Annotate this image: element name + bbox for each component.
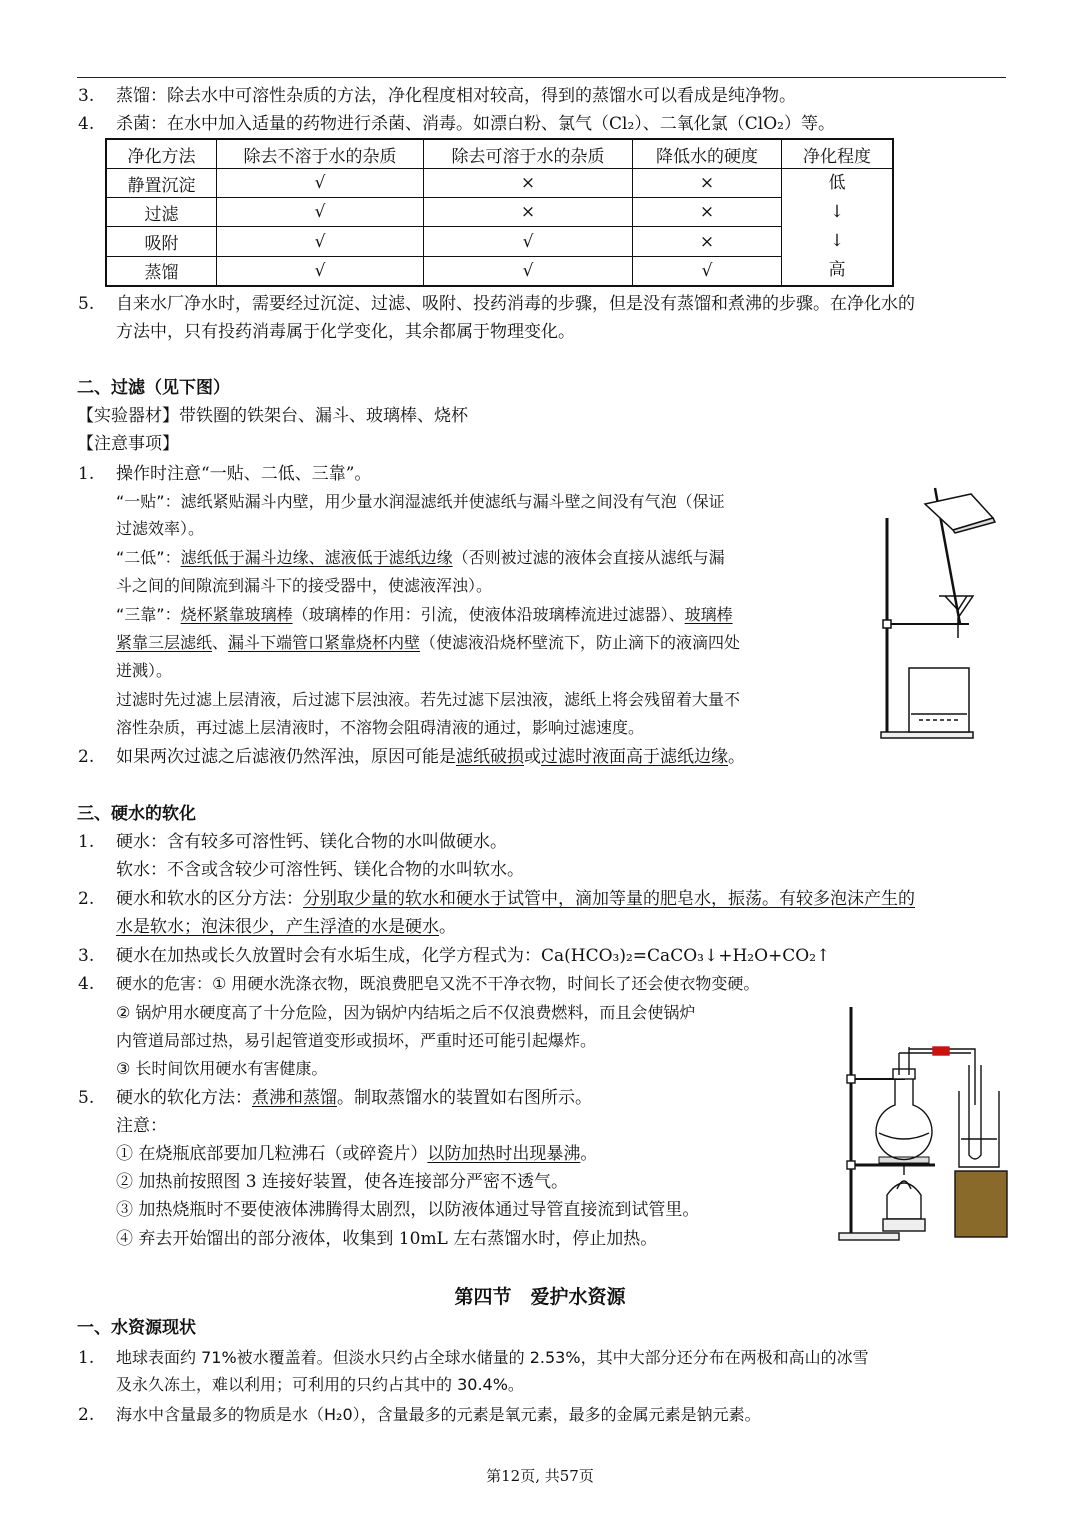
yitie-line2: 过滤效率）。: [116, 519, 205, 538]
attention-3: ③ 加热烧瓶时不要使液体沸腾得太剧烈，以防液体通过导管直接流到试管里。: [116, 1200, 700, 1220]
table-cell: 过滤: [106, 198, 217, 227]
sankao-key: 玻璃棒: [684, 605, 733, 624]
item-number: 2.: [78, 889, 95, 909]
table-row: [106, 227, 893, 256]
distinguish-label: 硬水和软水的区分方法：: [116, 889, 303, 909]
distinguish-line2: [116, 915, 456, 939]
item-number: 5.: [78, 294, 95, 314]
filter-note-2: [116, 745, 745, 769]
table-header: 净化方法: [106, 139, 217, 169]
water-status-line2: 及永久冻土，难以利用；可利用的只约占其中的 30.4%。: [116, 1375, 524, 1394]
filtration-apparatus-figure: [875, 478, 1005, 744]
sankao-text: （玻璃棒的作用：引流，使液体沿玻璃棒流进过滤器）、: [292, 605, 685, 624]
item-sterilization: 杀菌：在水中加入适量的药物进行杀菌、消毒。如漂白粉、氯气（Cl₂）、二氧化氯（ClO₂）等。: [116, 114, 835, 134]
attention-4: ④ 弃去开始馏出的部分液体，收集到 10mL 左右蒸馏水时，停止加热。: [116, 1229, 658, 1249]
sankao-label: “三靠”：: [116, 605, 181, 624]
table-row: [106, 198, 893, 227]
order-line2: 溶性杂质，再过滤上层清液时，不溶物会阻碍清液的通过，影响过滤速度。: [116, 718, 645, 737]
harm-line4: ③ 长时间饮用硬水有害健康。: [116, 1059, 328, 1078]
item-number: 2.: [78, 747, 95, 767]
item5-line1: 自来水厂净水时，需要经过沉淀、过滤、吸附、投药消毒的步骤，但是没有蒸馏和煮沸的步骤。在净化水的: [116, 294, 915, 314]
table-cell: ×: [424, 169, 633, 198]
attention-end: 。: [580, 1144, 598, 1164]
page-footer: 第12页, 共57页: [486, 1467, 594, 1485]
attention-label: 注意：: [116, 1116, 167, 1136]
distinguish-key: 水是软水；泡沫很少，产生浮渣的水是硬水: [116, 917, 439, 937]
distinguish-key: 分别取少量的软水和硬水于试管中，滴加等量的肥皂水，振荡。有较多泡沫产生的: [303, 889, 915, 909]
distillation-apparatus-figure: [835, 1005, 1010, 1243]
attention-2: ② 加热前按照图 3 连接好装置，使各连接部分严密不透气。: [116, 1172, 569, 1192]
table-header: 降低水的硬度: [633, 139, 782, 169]
item-distillation: 蒸馏：除去水中可溶性杂质的方法，净化程度相对较高，得到的蒸馏水可以看成是纯净物。: [116, 86, 796, 106]
distinguish-end: 。: [439, 917, 456, 937]
erdi-label: “二低”：: [116, 548, 181, 567]
table-header: 除去不溶于水的杂质: [217, 139, 424, 169]
harm-line2: ② 锅炉用水硬度高了十分危险，因为锅炉内结垢之后不仅浪费燃料，而且会使锅炉: [116, 1003, 696, 1022]
sankao-line3: 迸溅）。: [116, 661, 173, 680]
table-cell: √: [217, 256, 424, 286]
degree-value: ↓: [829, 202, 845, 222]
table-header: 净化程度: [782, 139, 894, 169]
sankao-text: （使滤液沿烧杯壁流下，防止滴下的液滴四处: [420, 633, 741, 652]
hardwater-def: 硬水：含有较多可溶性钙、镁化合物的水叫做硬水。: [116, 832, 507, 852]
yitie-line1: “一贴”：滤纸紧贴漏斗内壁，用少量水润湿滤纸并使滤纸与漏斗壁之间没有气泡（保证: [116, 492, 725, 511]
table-cell: √: [217, 227, 424, 256]
note2-end: 。: [728, 747, 745, 767]
item-number: 1.: [78, 832, 95, 852]
note2-text: 如果两次过滤之后滤液仍然浑浊，原因可能是: [116, 747, 456, 767]
table-cell: √: [633, 256, 782, 286]
table-cell: 蒸馏: [106, 256, 217, 286]
sankao-key: 烧杯紧靠玻璃棒: [180, 605, 293, 624]
filter-notes-label: 【注意事项】: [77, 434, 179, 454]
item-number: 3.: [78, 946, 95, 966]
water-status-line1: 地球表面约 71%被水覆盖着。但淡水只约占全球水储量的 2.53%，其中大部分还分布在两极和高山的冰雪: [116, 1348, 869, 1367]
softwater-def: 软水：不含或含较少可溶性钙、镁化合物的水叫软水。: [116, 860, 524, 880]
hardwater-heading: 三、硬水的软化: [77, 804, 196, 824]
sankao-sep: 、: [212, 633, 229, 652]
table-cell: √: [424, 227, 633, 256]
section-title: 第四节 爱护水资源: [454, 1286, 626, 1308]
note2-or: 或: [524, 747, 541, 767]
note2-key: 过滤时液面高于滤纸边缘: [541, 747, 728, 767]
item-number: 2.: [78, 1405, 95, 1425]
table-cell: √: [217, 198, 424, 227]
table-cell: ×: [633, 198, 782, 227]
softening-methods: [116, 1086, 592, 1110]
purification-table: [105, 138, 894, 287]
erdi-line1: [116, 546, 725, 570]
sankao-line1: [116, 603, 733, 627]
sankao-line2: [116, 631, 740, 655]
filter-equipment: 【实验器材】带铁圈的铁架台、漏斗、玻璃棒、烧杯: [77, 406, 468, 426]
table-cell: 吸附: [106, 227, 217, 256]
attention-1: [116, 1142, 597, 1166]
header-rule: [77, 77, 1006, 78]
filter-note-1: 操作时注意“一贴、二低、三靠”。: [116, 464, 372, 484]
item5-line2: 方法中，只有投药消毒属于化学变化，其余都属于物理变化。: [116, 322, 575, 342]
softening-text: 。制取蒸馏水的装置如右图所示。: [337, 1088, 592, 1108]
table-cell: 静置沉淀: [106, 169, 217, 198]
table-header: 除去可溶于水的杂质: [424, 139, 633, 169]
item-number: 4.: [78, 974, 95, 994]
degree-value: ↓: [829, 231, 845, 251]
degree-value: 高: [828, 260, 846, 280]
table-cell: √: [424, 256, 633, 286]
table-cell: ×: [633, 169, 782, 198]
item-number: 4.: [78, 114, 95, 134]
table-cell: ×: [424, 198, 633, 227]
table-row: [106, 256, 893, 286]
item-number: 1.: [78, 1348, 95, 1368]
softening-key: 煮沸和蒸馏: [252, 1088, 337, 1108]
sankao-key: 紧靠三层滤纸: [116, 633, 213, 652]
filter-heading: 二、过滤（见下图）: [77, 378, 230, 398]
water-resources-heading: 一、水资源现状: [77, 1318, 196, 1338]
item-number: 3.: [78, 86, 95, 106]
item-number: 1.: [78, 464, 95, 484]
note2-key: 滤纸破损: [456, 747, 524, 767]
item-number: 5.: [78, 1088, 95, 1108]
scale-equation: 硬水在加热或长久放置时会有水垢生成，化学方程式为：Ca(HCO₃)₂=CaCO₃↓+H₂O+CO₂↑: [116, 946, 831, 966]
table-cell: ×: [633, 227, 782, 256]
erdi-text: （否则被过滤的液体会直接从滤纸与漏: [452, 548, 725, 567]
sankao-key: 漏斗下端管口紧靠烧杯内壁: [228, 633, 421, 652]
degree-cell: [782, 169, 894, 287]
harm-line3: 内管道局部过热，易引起管道变形或损坏，严重时还可能引起爆炸。: [116, 1031, 597, 1050]
erdi-key: 滤纸低于漏斗边缘、滤液低于滤纸边缘: [180, 548, 453, 567]
distinguish-line1: [116, 887, 915, 911]
table-cell: √: [217, 169, 424, 198]
softening-label: 硬水的软化方法：: [116, 1088, 252, 1108]
degree-value: 低: [828, 173, 846, 193]
table-row: [106, 169, 893, 198]
seawater-fact: 海水中含量最多的物质是水（H₂0），含量最多的元素是氧元素，最多的金属元素是钠元素。: [116, 1405, 761, 1424]
attention-text: ① 在烧瓶底部要加几粒沸石（或碎瓷片）: [116, 1144, 428, 1164]
table-header-row: [106, 139, 893, 169]
attention-key: 以防加热时出现暴沸: [427, 1144, 581, 1164]
order-line1: 过滤时先过滤上层清液，后过滤下层浊液。若先过滤下层浊液，滤纸上将会残留着大量不: [116, 690, 741, 709]
harm-line1: 硬水的危害：① 用硬水洗涤衣物，既浪费肥皂又洗不干净衣物，时间长了还会使衣物变硬。: [116, 974, 760, 993]
erdi-line2: 斗之间的间隙流到漏斗下的接受器中，使滤液浑浊）。: [116, 576, 493, 595]
